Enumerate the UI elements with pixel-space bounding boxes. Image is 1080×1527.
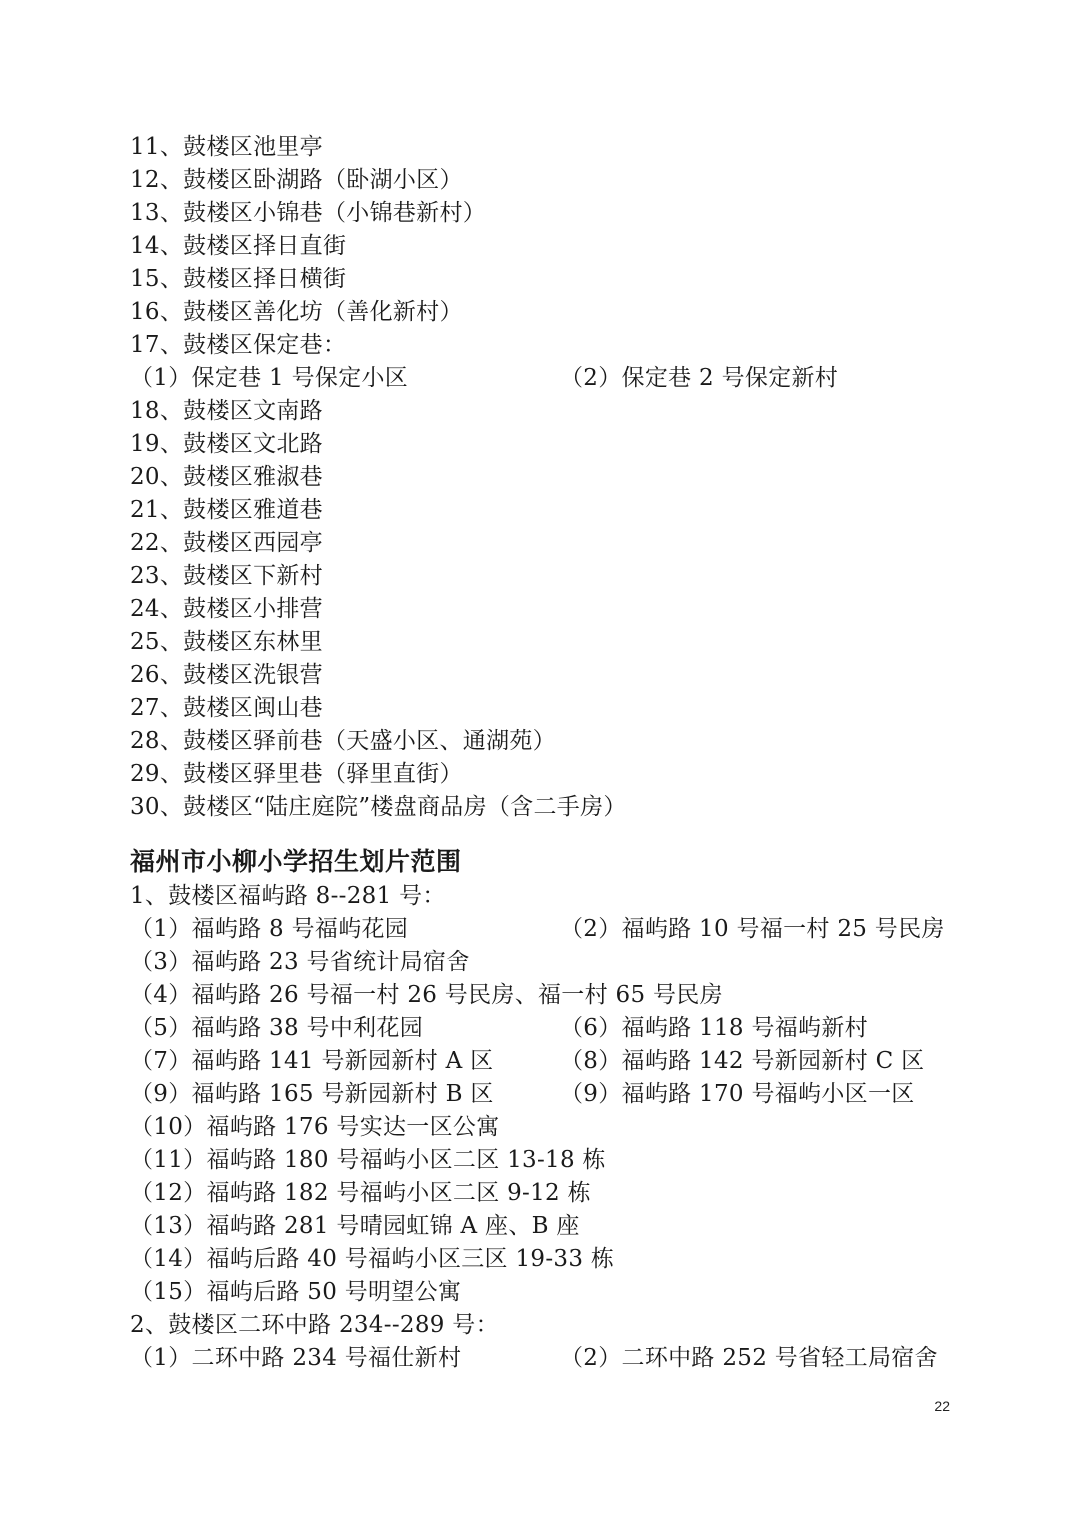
list-item: 13、鼓楼区小锦巷（小锦巷新村） <box>130 200 487 226</box>
sub-item-row <box>130 1177 970 1210</box>
list-item: 21、鼓楼区雅道巷 <box>130 497 323 523</box>
list-item: 26、鼓楼区洗银营 <box>130 662 323 688</box>
list-item: 1、鼓楼区福屿路 8--281 号： <box>130 883 446 909</box>
sub-item: （1）福屿路 8 号福屿花园 <box>130 916 409 942</box>
sub-item: （15）福屿后路 50 号明望公寓 <box>130 1279 462 1305</box>
list-item: 20、鼓楼区雅淑巷 <box>130 464 323 490</box>
sub-item-row <box>130 979 970 1012</box>
sub-item-row <box>130 1045 970 1078</box>
list-item: 14、鼓楼区择日直街 <box>130 233 347 259</box>
sub-item: （7）福屿路 141 号新园新村 A 区 <box>130 1048 494 1074</box>
sub-item <box>560 946 970 979</box>
sub-item: （5）福屿路 38 号中利花园 <box>130 1015 424 1041</box>
sub-item: （6）福屿路 118 号福屿新村 <box>560 1015 868 1041</box>
list-item: 17、鼓楼区保定巷： <box>130 332 347 358</box>
list-item: 24、鼓楼区小排营 <box>130 596 323 622</box>
list-item: 28、鼓楼区驿前巷（天盛小区、通湖苑） <box>130 728 556 754</box>
list-item: 2、鼓楼区二环中路 234--289 号： <box>130 1312 499 1338</box>
sub-item: （14）福屿后路 40 号福屿小区三区 19-33 栋 <box>130 1246 615 1272</box>
list-item: 30、鼓楼区“陆庄庭院”楼盘商品房（含二手房） <box>130 794 627 820</box>
list-item: 22、鼓楼区西园亭 <box>130 530 323 556</box>
list-item: 27、鼓楼区闽山巷 <box>130 695 323 721</box>
list-item: 29、鼓楼区驿里巷（驿里直街） <box>130 761 463 787</box>
sub-item: （4）福屿路 26 号福一村 26 号民房、福一村 65 号民房 <box>130 982 723 1008</box>
sub-item-row <box>130 913 970 946</box>
list-item: 12、鼓楼区卧湖路（卧湖小区） <box>130 167 463 193</box>
list-item: 19、鼓楼区文北路 <box>130 431 323 457</box>
section-heading: 福州市小柳小学招生划片范围 <box>130 847 462 876</box>
sub-item: （11）福屿路 180 号福屿小区二区 13-18 栋 <box>130 1147 606 1173</box>
sub-item-row <box>130 1144 970 1177</box>
sub-item-row <box>130 1210 970 1243</box>
list-item: 25、鼓楼区东林里 <box>130 629 323 655</box>
sub-item-row <box>130 946 970 979</box>
sub-item: （12）福屿路 182 号福屿小区二区 9-12 栋 <box>130 1180 591 1206</box>
list-item: 16、鼓楼区善化坊（善化新村） <box>130 299 463 325</box>
sub-item: （3）福屿路 23 号省统计局宿舍 <box>130 949 470 975</box>
sub-item-row <box>130 362 970 395</box>
sub-item-row <box>130 1078 970 1111</box>
sub-item-row <box>130 1276 970 1309</box>
sub-item-row <box>130 1243 970 1276</box>
page-number: 22 <box>934 1398 950 1414</box>
list-item: 18、鼓楼区文南路 <box>130 398 323 424</box>
sub-item: （13）福屿路 281 号晴园虹锦 A 座、B 座 <box>130 1213 580 1239</box>
sub-item: （8）福屿路 142 号新园新村 C 区 <box>560 1048 925 1074</box>
sub-item: （1）二环中路 234 号福仕新村 <box>130 1345 462 1371</box>
page-content <box>130 131 970 1375</box>
list-item: 11、鼓楼区池里亭 <box>130 134 323 160</box>
sub-item: （2）二环中路 252 号省轻工局宿舍 <box>560 1345 938 1371</box>
list-item: 23、鼓楼区下新村 <box>130 563 323 589</box>
sub-item-row <box>130 1111 970 1144</box>
sub-item-row <box>130 1012 970 1045</box>
sub-item: （1）保定巷 1 号保定小区 <box>130 365 409 391</box>
sub-item: （2）保定巷 2 号保定新村 <box>560 365 839 391</box>
sub-item: （9）福屿路 165 号新园新村 B 区 <box>130 1081 494 1107</box>
sub-item-row <box>130 1342 970 1375</box>
sub-item: （9）福屿路 170 号福屿小区一区 <box>560 1081 915 1107</box>
list-item: 15、鼓楼区择日横街 <box>130 266 347 292</box>
sub-item: （2）福屿路 10 号福一村 25 号民房 <box>560 916 945 942</box>
sub-item: （10）福屿路 176 号实达一区公寓 <box>130 1114 500 1140</box>
